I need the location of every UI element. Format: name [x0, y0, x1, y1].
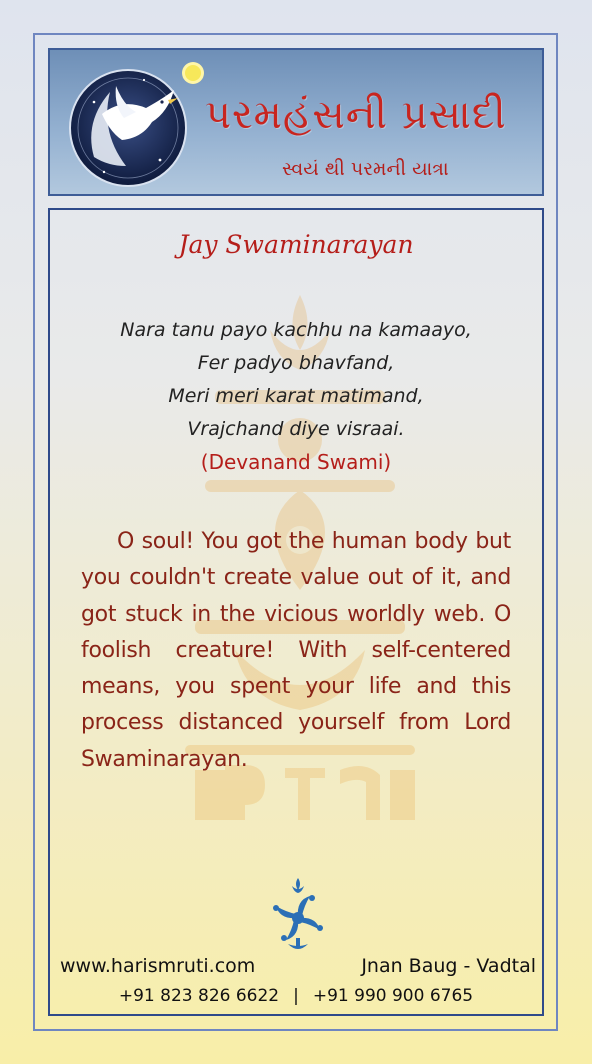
greeting: Jay Swaminarayan — [178, 230, 414, 259]
footer-phone-2[interactable]: +91 990 900 6765 — [312, 986, 474, 1006]
footer-phone-1[interactable]: +91 823 826 6622 — [118, 986, 280, 1006]
verse — [0, 314, 592, 446]
swastika-lotus-emblem-icon — [266, 878, 330, 952]
footer-separator: | — [293, 986, 299, 1006]
attribution: (Devanand Swami) — [200, 450, 392, 474]
footer-contact-row — [60, 955, 536, 981]
sun-icon — [180, 60, 206, 86]
dove-moon-logo-icon — [64, 62, 192, 190]
meaning-paragraph: O soul! You got the human body but you couldn't create value out of it, and got stuck in the vicious worldly web. O foolish creature! With self-centered means, you spent your life and this process distanced yourself from Lord Swaminarayan. — [81, 529, 511, 772]
footer-website[interactable]: www.harismruti.com — [60, 955, 256, 977]
verse-line: Vrajchand diye visraai. — [187, 418, 405, 440]
verse-line: Fer padyo bhavfand, — [197, 352, 395, 374]
verse-line: Nara tanu payo kachhu na kamaayo, — [120, 319, 472, 341]
header-title: પરમહંસની પ્રસાદી — [205, 92, 507, 138]
footer-location: Jnan Baug - Vadtal — [361, 955, 536, 977]
footer-phone-row — [0, 986, 592, 1006]
verse-line: Meri meri karat matimand, — [168, 385, 424, 407]
header-subtitle: સ્વયં થી પરમની યાત્રા — [282, 158, 449, 180]
